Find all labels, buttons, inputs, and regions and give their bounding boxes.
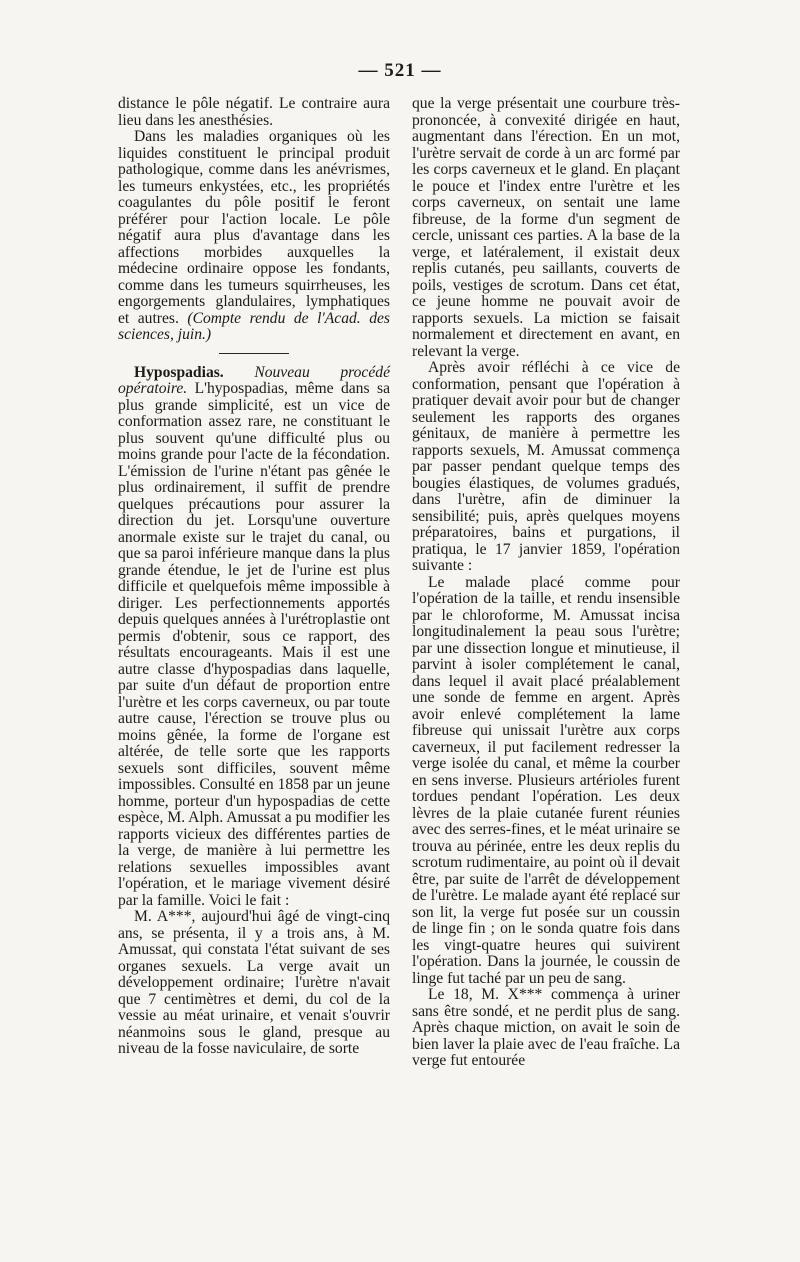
paragraph-text: L'hypospadias, même dans sa plus grande simplicité, est un vice de conformation assez rare, ne constituant le plus souvent qu'une difficulté plus ou moins grande pour l'acte de la fécondation. L'émission de l'urine n'étant pas gênée le plus ordinairement, il suffit de prendre quelques précautions pour assurer la direction du jet. Lorsqu'une ouverture anormale existe sur le trajet du canal, ou que sa paroi inférieure manque dans la plus grande étendue, le jet de l'urine est plus difficile et quelquefois même impossible à diriger. Les perfectionnements apportés depuis quelques années à l'urétroplastie ont permis d'obtenir, sous ce rapport, des résultats encourageants. Mais il est une autre classe d'hypospadias dans laquelle, par suite d'un défaut de proportion entre l'urètre et les corps caverneux, ou par toute autre cause, l'érection se trouve plus ou moins gênée, la forme de l'organe est altérée, de telle sorte que les rapports sexuels sont difficiles, souvent même impossibles. Consulté en 1858 par un jeune homme, porteur d'un hypospadias de cette espèce, M. Alph. Amussat a pu modifier les rapports vicieux des différentes parties de la verge, de manière à lui permettre les relations sexuelles impossibles avant l'opération, et le mariage vivement désiré par la famille. Voici le fait : [118,380,390,909]
paragraph: que la verge présentait une courbure très-prononcée, à convexité dirigée en haut, augmentant dans l'érection. En un mot, l'urètre servait de corde à un arc formé par les corps caverneux et le gland. En plaçant le pouce et l'index entre l'urètre et les corps caverneux, on sentait une lame fibreuse, de la forme d'un segment de cercle, unissant ces parties. A la base de la verge, et latéralement, il existait deux replis cutanés, peu saillants, couverts de poils, vestiges de scrotum. Dans cet état, ce jeune homme ne pouvait avoir de rapports sexuels. La miction se faisait normalement et directement en avant, en relevant la verge. [412,95,680,360]
page-number: — 521 — [358,60,442,81]
section-separator [219,353,289,354]
paragraph: Après avoir réfléchi à ce vice de conformation, pensant que l'opération à pratiquer devait avoir pour but de changer seulement les rapports des organes génitaux, de manière à permettre les rapports sexuels, M. Amussat commença par passer pendant quelque temps des bougies élastiques, de volumes gradués, dans l'urètre, afin de diminuer la sensibilité; puis, après quelques moyens préparatoires, bains et purgations, il pratiqua, le 17 janvier 1859, l'opération suivante : [412,359,680,574]
paragraph: distance le pôle négatif. Le contraire aura lieu dans les anesthésies. [118,95,390,129]
citation: (Compte rendu de l'Acad. des sciences, juin.) [118,309,390,343]
article-subtitle: Nouveau procédé opératoire. [118,363,390,397]
paragraph [118,129,390,344]
left-column [118,96,390,1058]
article-title: Hypospadias. [134,363,224,381]
paragraph: M. A***, aujourd'hui âgé de vingt-cinq ans, se présenta, il y a trois ans, à M. Amussat, qui constata l'état suivant de ses organes sexuels. La verge avait un développement ordinaire; l'urètre n'avait que 7 centimètres et demi, du col de la vessie au méat urinaire, et venait s'ouvrir néanmoins sous le gland, presque au niveau de la fosse naviculaire, de sorte [118,908,390,1057]
right-column [412,96,680,1070]
paragraph: Le 18, M. X*** commença à uriner sans être sondé, et ne perdit plus de sang. Après chaque miction, on avait le soin de bien laver la plaie avec de l'eau fraîche. La verge fut entourée [412,986,680,1069]
paragraph-text: Dans les maladies organiques où les liquides constituent le principal produit pathologique, comme dans les anévrismes, les tumeurs enkystées, etc., les propriétés coagulantes du pôle positif le feront préférer pour l'action locale. Le pôle négatif aura plus d'avantage dans les affections morbides auxquelles la médecine ordinaire oppose les fondants, comme dans les tumeurs squirrheuses, les engorgements glandulaires, lymphatiques et autres. [118,128,390,327]
paragraph [118,365,390,910]
paragraph: Le malade placé comme pour l'opération de la taille, et rendu insensible par le chloroforme, M. Amussat incisa longitudinalement la peau sous l'urètre; par une dissection longue et minutieuse, il parvint à isoler complétement le canal, dans lequel il avait placé préalablement une sonde de femme en argent. Après avoir enlevé complétement la lame fibreuse qui unissait l'urètre aux corps caverneux, il put facilement redresser la verge isolée du canal, et même la courber en sens inverse. Plusieurs artérioles furent tordues pendant l'opération. Les deux lèvres de la plaie cutanée furent réunies avec des serres-fines, et le méat urinaire se trouva au périnée, entre les deux replis du scrotum rudimentaire, au point où il devait être, par suite de l'arrêt de développement de l'urètre. Le malade ayant été replacé sur son lit, la verge fut posée sur un coussin de linge fin ; on le sonda quatre fois dans les vingt-quatre heures qui suivirent l'opération. Dans la journée, le coussin de linge fut taché par un peu de sang. [412,573,680,987]
